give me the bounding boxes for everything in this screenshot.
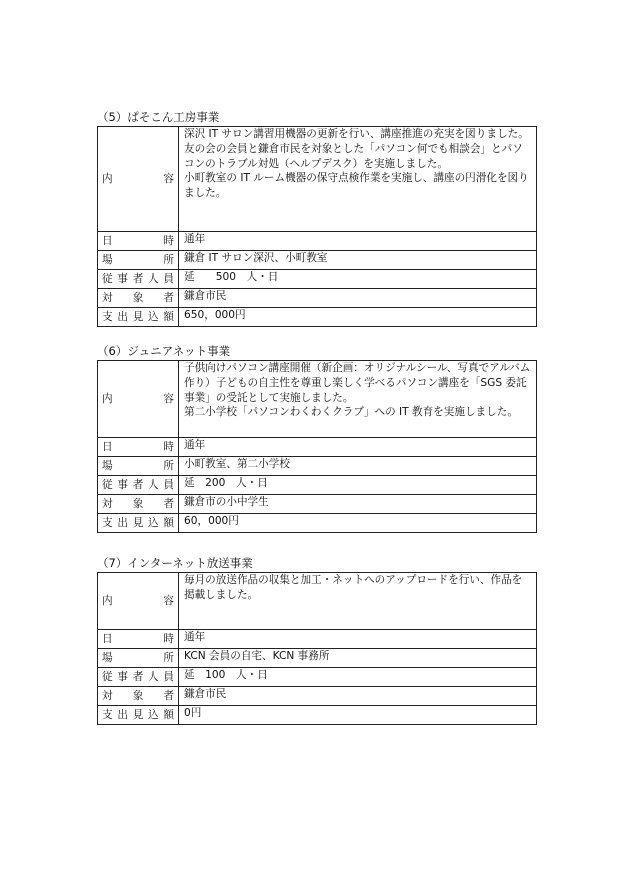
row-label: 支出見込額 (98, 514, 179, 533)
row-value: 鎌倉 IT サロン深沢、小町教室 (179, 251, 537, 270)
content-paragraph: 深沢 IT サロン講習用機器の更新を行い、講座推進の充実を図りました。 (184, 128, 529, 140)
table-row (98, 649, 537, 668)
row-value: 0円 (179, 706, 537, 725)
row-label: 支出見込額 (98, 706, 179, 725)
table-row (98, 495, 537, 514)
content-paragraph: 子供向けパソコン講座開催（新企画：オリジナルシール、写真でアルバム作り）子どもの自主性を尊重し楽しく学べるパソコン講座を「SGS 委託事業」の受託として実施しました。 (184, 362, 531, 404)
content-cell (179, 127, 537, 232)
row-label: 場 所 (98, 457, 179, 476)
content-cell (179, 573, 537, 630)
table-row (98, 308, 537, 327)
row-value: 延 100 人・日 (179, 668, 537, 687)
row-label: 内 容 (98, 573, 179, 630)
content-cell (179, 361, 537, 438)
row-value: 60，000円 (179, 514, 537, 533)
row-value: 通年 (179, 232, 537, 251)
row-value: 小町教室、第二小学校 (179, 457, 537, 476)
row-value: 650，000円 (179, 308, 537, 327)
row-label: 従事者人員 (98, 270, 179, 289)
section-title: （6）ジュニアネット事業 (97, 344, 231, 358)
table-row (98, 706, 537, 725)
content-paragraph: 毎月の放送作品の収集と加工・ネットへのアップロードを行い、作品を掲載しました。 (184, 574, 523, 601)
row-label: 場 所 (98, 251, 179, 270)
row-value: 通年 (179, 630, 537, 649)
row-label: 対 象 者 (98, 289, 179, 308)
row-label: 対 象 者 (98, 495, 179, 514)
content-paragraph: 第二小学校「パソコンわくわくクラブ」への IT 教育を実施しました。 (184, 406, 518, 419)
row-label: 内 容 (98, 361, 179, 438)
row-label: 従事者人員 (98, 668, 179, 687)
row-label: 日 時 (98, 630, 179, 649)
section-title: （5）ぱそこん工房事業 (97, 110, 220, 124)
row-label: 日 時 (98, 232, 179, 251)
row-label: 支出見込額 (98, 308, 179, 327)
table-row (98, 270, 537, 289)
row-value: 鎌倉市民 (179, 687, 537, 706)
row-value: 通年 (179, 438, 537, 457)
table-row (98, 573, 537, 630)
row-label: 場 所 (98, 649, 179, 668)
table-row (98, 630, 537, 649)
row-value: 延 500 人・日 (179, 270, 537, 289)
row-value: 鎌倉市の小中学生 (179, 495, 537, 514)
info-table (97, 572, 537, 725)
table-row (98, 438, 537, 457)
table-row (98, 289, 537, 308)
row-label: 従事者人員 (98, 476, 179, 495)
info-table (97, 360, 537, 533)
table-row (98, 361, 537, 438)
row-value: 延 200 人・日 (179, 476, 537, 495)
table-row (98, 457, 537, 476)
row-label: 内 容 (98, 127, 179, 232)
table-row (98, 232, 537, 251)
info-table (97, 126, 537, 327)
table-row (98, 668, 537, 687)
row-value: KCN 会員の自宅、KCN 事務所 (179, 649, 537, 668)
content-paragraph: 友の会の会員と鎌倉市民を対象とした「パソコン何でも相談会」とパソコンのトラブル対処（ヘルプデスク）を実施しました。 (184, 142, 523, 170)
table-row (98, 687, 537, 706)
row-label: 日 時 (98, 438, 179, 457)
table-row (98, 127, 537, 232)
table-row (98, 514, 537, 533)
section-title: （7）インターネット放送事業 (97, 556, 253, 570)
row-value: 鎌倉市民 (179, 289, 537, 308)
table-row (98, 476, 537, 495)
table-row (98, 251, 537, 270)
row-label: 対 象 者 (98, 687, 179, 706)
content-paragraph: 小町教室の IT ルーム機器の保守点検作業を実施し、講座の円滑化を図りました。 (184, 172, 529, 200)
